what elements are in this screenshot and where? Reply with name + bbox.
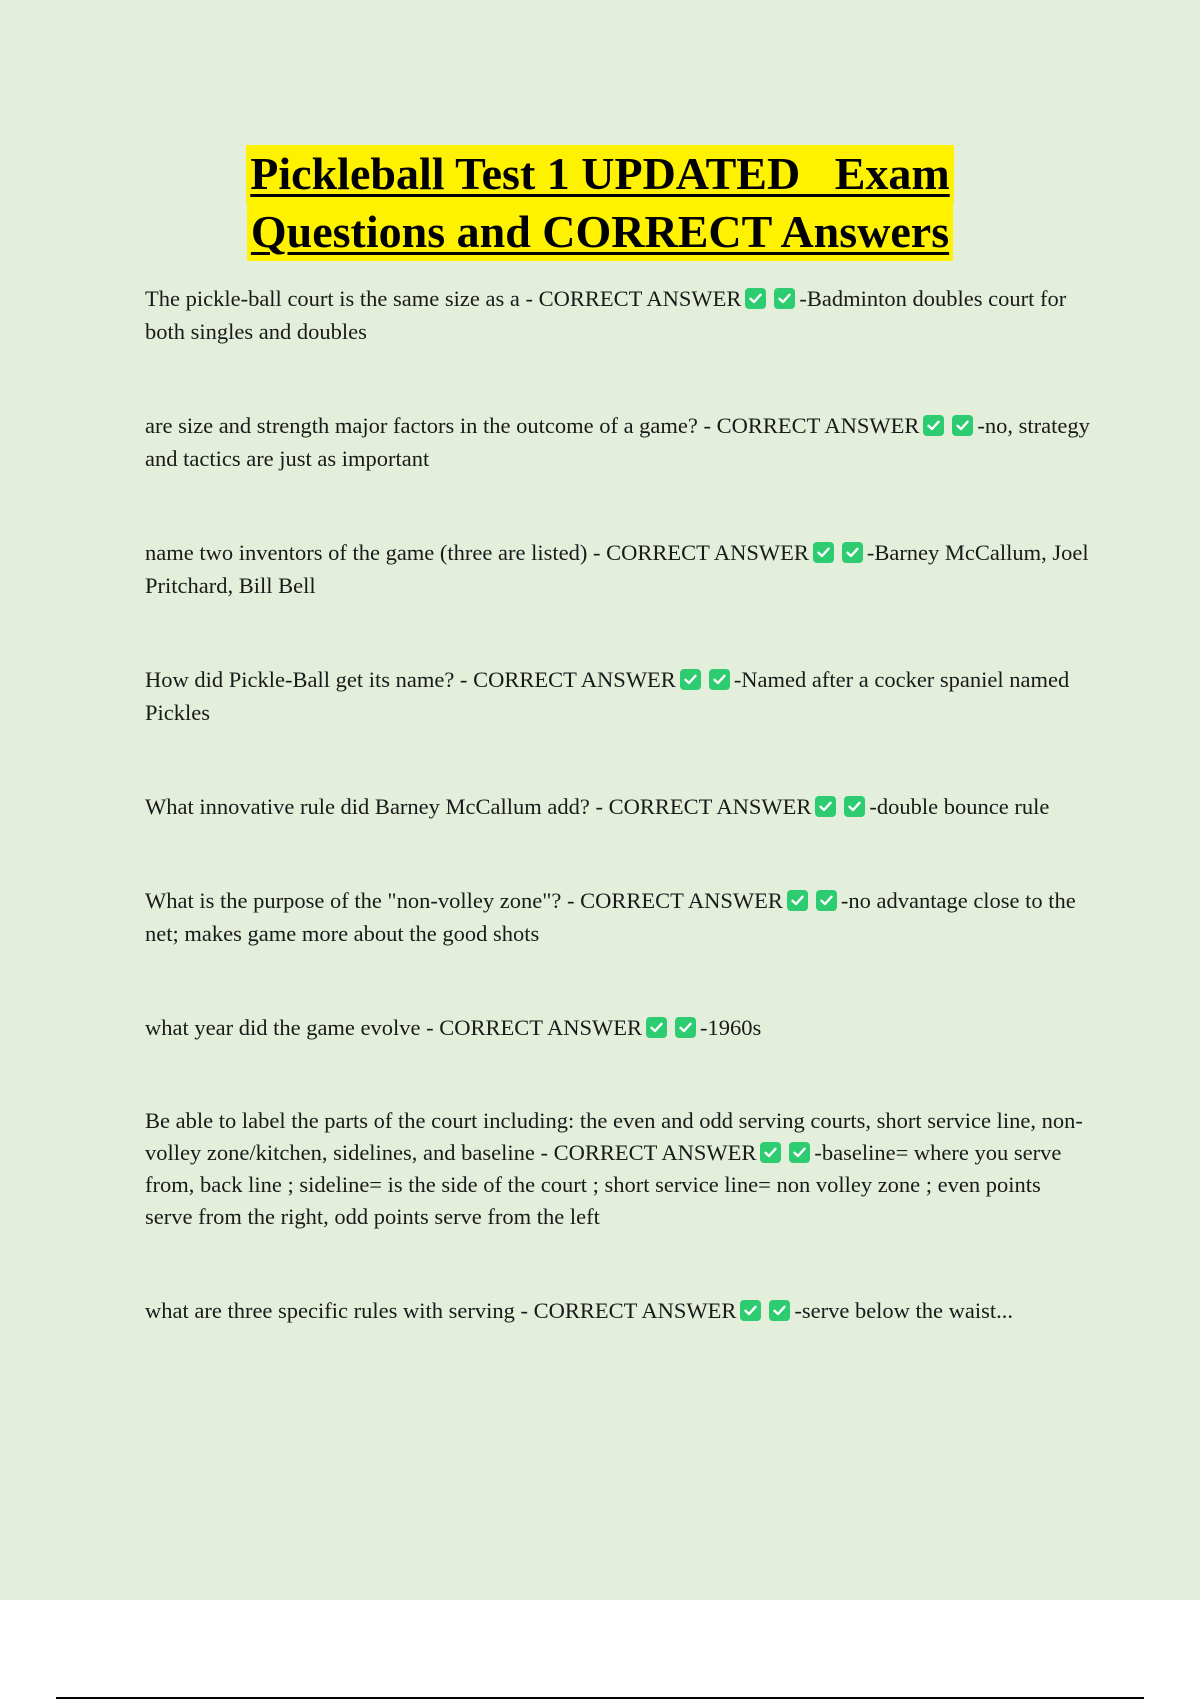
qa-item: [145, 1105, 1090, 1233]
answer-marker: CORRECT ANSWER: [608, 794, 812, 819]
answer-marker: CORRECT ANSWER: [580, 888, 783, 913]
check-box-icon: [774, 288, 795, 309]
qa-item: [145, 790, 1090, 823]
footer-rule: [56, 1697, 1144, 1699]
answer-marker: CORRECT ANSWER: [473, 667, 676, 692]
question-text: What innovative rule did Barney McCallum add? -: [145, 794, 609, 819]
answer-text: -double bounce rule: [869, 794, 1050, 819]
check-box-icon: [709, 669, 730, 690]
check-box-icon: [844, 796, 865, 817]
qa-item: [145, 1294, 1090, 1327]
qa-item: [145, 282, 1090, 348]
answer-text: -baseline= where you serve from, back line ; sideline= is the side of the court ; short service line= non volley zone ; even points serve from the right, odd points serve from the left: [145, 1140, 1062, 1229]
check-box-icon: [816, 890, 837, 911]
check-box-icon: [680, 669, 701, 690]
check-box-icon: [675, 1017, 696, 1038]
qa-item: [145, 884, 1090, 950]
check-box-icon: [952, 415, 973, 436]
question-text: How did Pickle-Ball get its name? -: [145, 667, 474, 692]
check-box-icon: [815, 796, 836, 817]
check-box-icon: [646, 1017, 667, 1038]
answer-marker: CORRECT ANSWER: [533, 1298, 737, 1323]
answer-text: -Named after a cocker spaniel named Pickles: [145, 667, 1070, 725]
qa-item: [145, 409, 1090, 475]
answer-marker: CORRECT ANSWER: [553, 1140, 757, 1165]
question-text: What is the purpose of the "non-volley zone"? -: [145, 888, 581, 913]
answer-marker: CORRECT ANSWER: [606, 540, 809, 565]
question-text: are size and strength major factors in the outcome of a game? -: [145, 413, 717, 438]
check-box-icon: [813, 542, 834, 563]
check-box-icon: [740, 1300, 761, 1321]
question-text: what are three specific rules with serving -: [145, 1298, 534, 1323]
answer-text: -Barney McCallum, Joel Pritchard, Bill Bell: [145, 540, 1089, 598]
answer-marker: CORRECT ANSWER: [538, 286, 742, 311]
question-text: Be able to label the parts of the court including: the even and odd serving courts, short service line, non-volley zone/kitchen, sidelines, and baseline -: [145, 1108, 1083, 1165]
qa-item: [145, 1011, 1090, 1044]
check-box-icon: [789, 1142, 810, 1163]
check-box-icon: [842, 542, 863, 563]
answer-text: -Badminton doubles court for both singles and doubles: [145, 286, 1067, 344]
check-box-icon: [769, 1300, 790, 1321]
answer-text: -no advantage close to the net; makes game more about the good shots: [145, 888, 1076, 946]
check-box-icon: [923, 415, 944, 436]
qa-item: [145, 663, 1090, 729]
check-box-icon: [745, 288, 766, 309]
answer-marker: CORRECT ANSWER: [439, 1015, 643, 1040]
answer-text: -no, strategy and tactics are just as important: [145, 413, 1090, 471]
qa-list: [145, 282, 1090, 1388]
qa-item: [145, 536, 1090, 602]
answer-text: -serve below the waist...: [794, 1298, 1014, 1323]
question-text: name two inventors of the game (three are listed) -: [145, 540, 607, 565]
check-box-icon: [760, 1142, 781, 1163]
answer-marker: CORRECT ANSWER: [716, 413, 920, 438]
document-title: [0, 145, 1200, 261]
title-line-2: Questions and CORRECT Answers: [247, 203, 953, 261]
question-text: what year did the game evolve -: [145, 1015, 440, 1040]
title-line-1: Pickleball Test 1 UPDATED Exam: [246, 145, 953, 203]
answer-text: -1960s: [700, 1015, 762, 1040]
question-text: The pickle-ball court is the same size as a -: [145, 286, 539, 311]
check-box-icon: [787, 890, 808, 911]
